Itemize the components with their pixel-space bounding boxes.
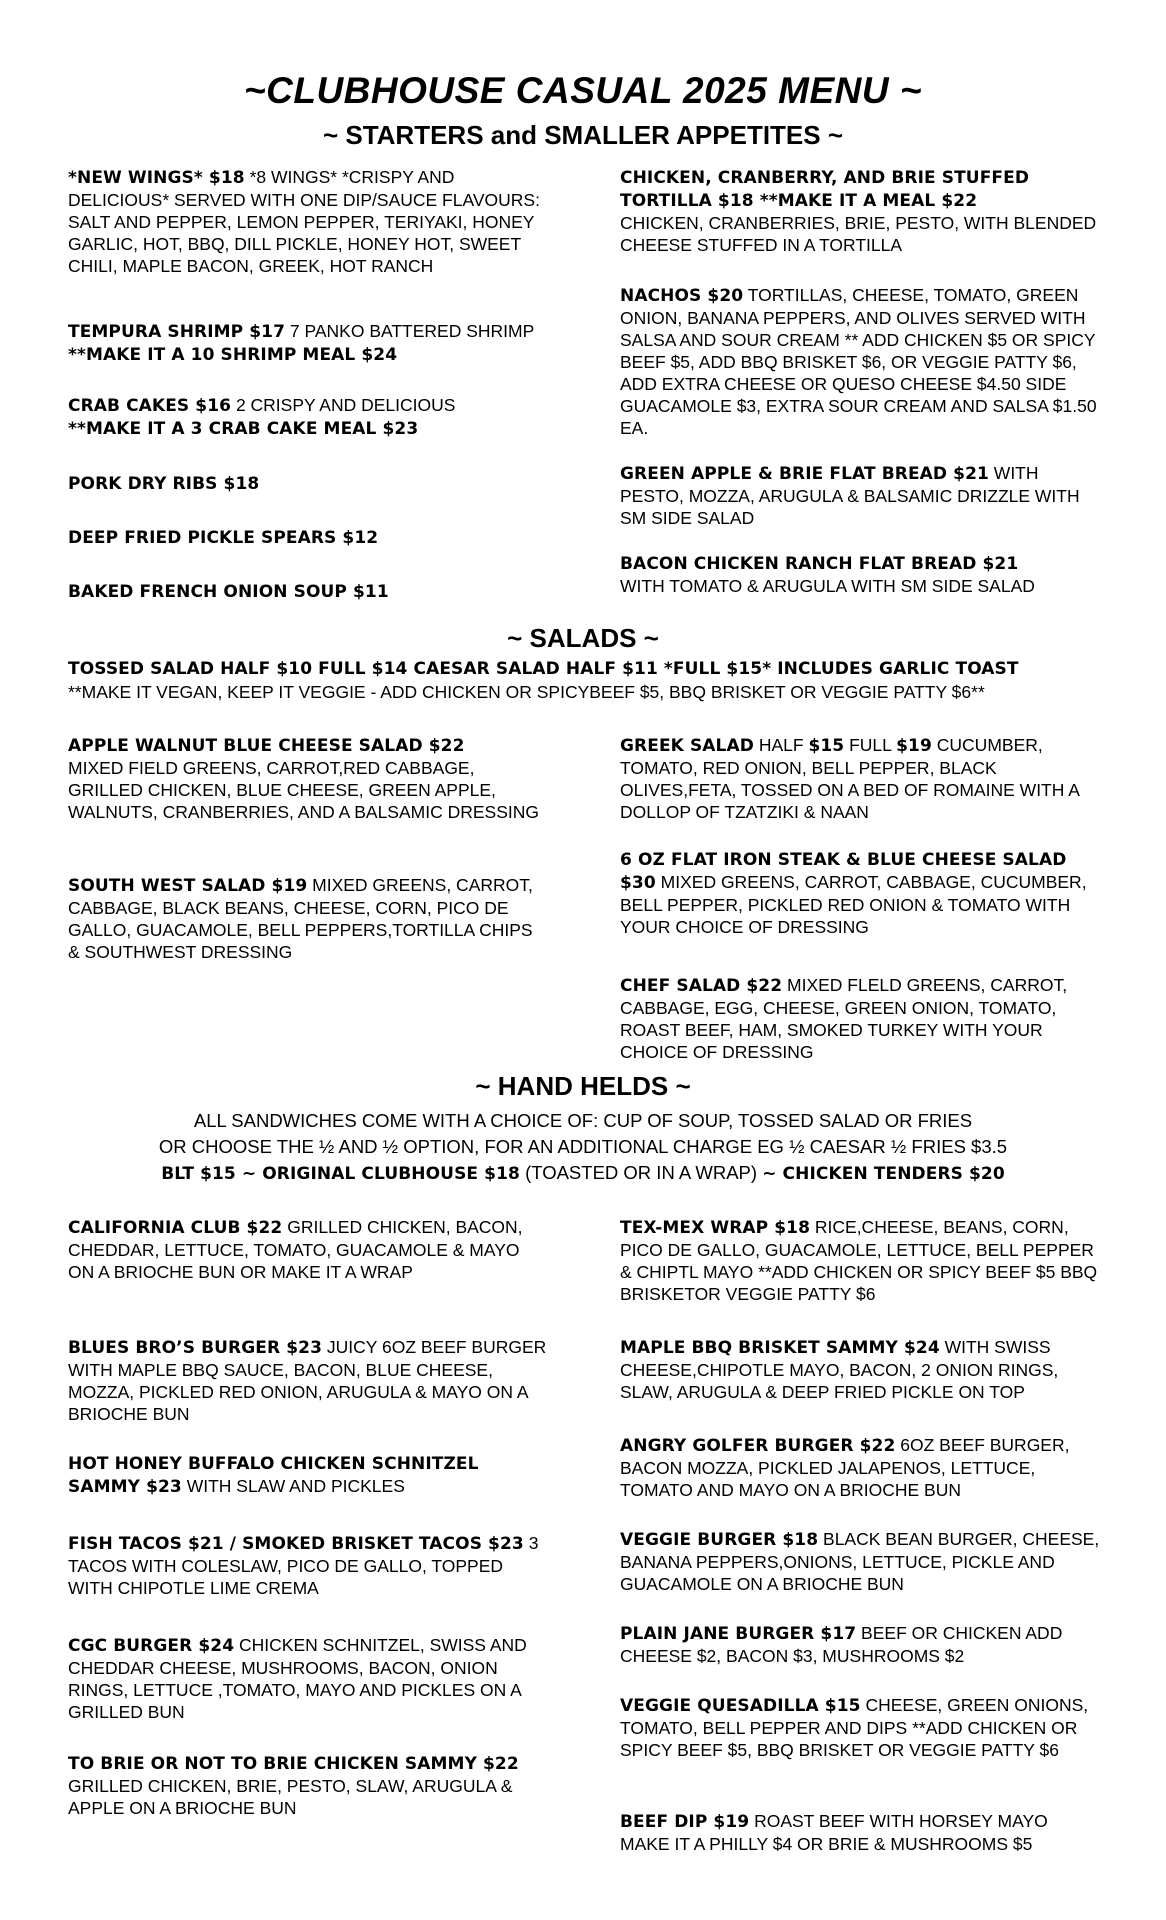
handhelds-note-line-3 xyxy=(0,1160,1166,1187)
item-name: TEX-MEX WRAP $18 xyxy=(620,1218,811,1238)
menu-item-brie-chicken-sammy xyxy=(68,1752,548,1819)
item-desc: GRILLED CHICKEN, BRIE, PESTO, SLAW, ARUGULA & APPLE ON A BRIOCHE BUN xyxy=(68,1776,513,1818)
clubhouse-option: (TOASTED OR IN A WRAP) xyxy=(519,1162,763,1183)
menu-item-tacos xyxy=(68,1532,548,1599)
tossed-caesar-line: TOSSED SALAD HALF $10 FULL $14 CAESAR SALAD HALF $11 *FULL $15* INCLUDES GARLIC TOAST xyxy=(68,659,1019,679)
item-desc: MIXED FIELD GREENS, CARROT,RED CABBAGE, GRILLED CHICKEN, BLUE CHEESE, GREEN APPLE, WALNUTS, CRANBERRIES, AND A BALSAMIC DRESSING xyxy=(68,758,539,822)
item-name: CHICKEN, CRANBERRY, AND BRIE STUFFED TORTILLA $18 **MAKE IT A MEAL $22 xyxy=(620,168,1030,211)
section-salads: ~ SALADS ~ xyxy=(507,623,659,653)
menu-item-apple-walnut-salad xyxy=(68,734,548,823)
item-name: BAKED FRENCH ONION SOUP $11 xyxy=(68,582,389,602)
menu-title: ~CLUBHOUSE CASUAL 2025 MENU ~ xyxy=(244,70,922,111)
item-price-full: $19 xyxy=(896,736,932,756)
item-desc: WITH PESTO, MOZZA, ARUGULA & BALSAMIC DRIZZLE WITH SM SIDE SALAD xyxy=(620,463,1080,528)
item-name: ANGRY GOLFER BURGER $22 xyxy=(620,1436,896,1456)
item-name: CGC BURGER $24 xyxy=(68,1636,235,1656)
menu-item-angry-golfer-burger xyxy=(620,1434,1100,1501)
item-name: PLAIN JANE BURGER $17 xyxy=(620,1624,857,1644)
item-extra: **MAKE IT A 10 SHRIMP MEAL $24 xyxy=(68,345,398,365)
item-name: APPLE WALNUT BLUE CHEESE SALAD $22 xyxy=(68,736,465,756)
item-desc: GRILLED CHICKEN, BACON, CHEDDAR, LETTUCE, TOMATO, GUACAMOLE & MAYO ON A BRIOCHE BUN OR MAKE IT A WRAP xyxy=(68,1217,523,1282)
item-desc: CUCUMBER, TOMATO, RED ONION, BELL PEPPER, BLACK OLIVES,FETA, TOSSED ON A BED OF ROMAINE WITH A DOLLOP OF TZATZIKI & NAAN xyxy=(620,735,1079,822)
menu-item-pickle-spears xyxy=(68,526,548,549)
item-name: GREEN APPLE & BRIE FLAT BREAD $21 xyxy=(620,464,989,484)
item-desc: BEEF OR CHICKEN ADD CHEESE $2, BACON $3, MUSHROOMS $2 xyxy=(620,1623,1063,1666)
menu-item-south-west-salad xyxy=(68,874,548,963)
item-desc: CHICKEN, CRANBERRIES, BRIE, PESTO, WITH BLENDED CHEESE STUFFED IN A TORTILLA xyxy=(620,213,1097,255)
menu-item-plain-jane-burger xyxy=(620,1622,1100,1667)
item-desc: JUICY 6OZ BEEF BURGER WITH MAPLE BBQ SAUCE, BACON, BLUE CHEESE, MOZZA, PICKLED RED ONION, ARUGULA & MAYO ON A BRIOCHE BUN xyxy=(68,1337,547,1424)
item-name: PORK DRY RIBS $18 xyxy=(68,474,260,494)
item-name: SOUTH WEST SALAD $19 xyxy=(68,876,308,896)
menu-item-wings xyxy=(68,166,548,277)
item-desc: TORTILLAS, CHEESE, TOMATO, GREEN ONION, BANANA PEPPERS, AND OLIVES SERVED WITH SALSA AND SOUR CREAM ** ADD CHICKEN $5 OR SPICY BEEF $5, ADD BBQ BRISKET $6, OR VEGGIE PATTY $6, ADD EXTRA CHEESE OR QUESO CHEESE $4.50 SIDE GUACAMOLE $3, EXTRA SOUR CREAM AND SALSA $1.50 EA. xyxy=(620,285,1097,438)
menu-item-veggie-burger xyxy=(620,1528,1100,1595)
menu-item-nachos xyxy=(620,284,1100,439)
section-starters: ~ STARTERS and SMALLER APPETITES ~ xyxy=(322,120,844,150)
menu-item-maple-bbq-brisket xyxy=(620,1336,1100,1403)
menu-item-shrimp xyxy=(68,320,548,366)
salads-addons-line: **MAKE IT VEGAN, KEEP IT VEGGIE - ADD CHICKEN OR SPICYBEEF $5, BBQ BRISKET OR VEGGIE PATTY $6** xyxy=(68,682,985,702)
item-name: BLUES BRO’S BURGER $23 xyxy=(68,1338,322,1358)
item-desc: WITH SWISS CHEESE,CHIPOTLE MAYO, BACON, 2 ONION RINGS, SLAW, ARUGULA & DEEP FRIED PICKLE ON TOP xyxy=(620,1337,1059,1402)
item-price-half: $15 xyxy=(808,736,845,756)
menu-item-beef-dip xyxy=(620,1810,1100,1855)
item-name: TO BRIE OR NOT TO BRIE CHICKEN SAMMY $22 xyxy=(68,1754,519,1774)
menu-item-greek-salad xyxy=(620,734,1100,823)
item-desc: WITH TOMATO & ARUGULA WITH SM SIDE SALAD xyxy=(620,576,1035,596)
handhelds-note-line-2: OR CHOOSE THE ½ AND ½ OPTION, FOR AN ADDITIONAL CHARGE EG ½ CAESAR ½ FRIES $3.5 xyxy=(158,1136,1008,1157)
item-desc: MIXED FLELD GREENS, CARROT, CABBAGE, EGG, CHEESE, GREEN ONION, TOMATO, ROAST BEEF, HAM, SMOKED TURKEY WITH YOUR CHOICE OF DRESSING xyxy=(620,975,1068,1062)
item-desc: 3 TACOS WITH COLESLAW, PICO DE GALLO, TOPPED WITH CHIPOTLE LIME CREMA xyxy=(68,1533,539,1598)
item-name: DEEP FRIED PICKLE SPEARS $12 xyxy=(68,528,379,548)
menu-item-tex-mex-wrap xyxy=(620,1216,1100,1305)
blt-clubhouse: BLT $15 ~ ORIGINAL CLUBHOUSE $18 xyxy=(161,1164,520,1184)
menu-item-cgc-burger xyxy=(68,1634,548,1723)
menu-item-bacon-ranch-flatbread xyxy=(620,552,1100,597)
item-desc: 7 PANKO BATTERED SHRIMP xyxy=(285,321,534,341)
item-name: MAPLE BBQ BRISKET SAMMY $24 xyxy=(620,1338,940,1358)
item-name: *NEW WINGS* $18 xyxy=(68,168,245,188)
item-desc: 2 CRISPY AND DELICIOUS xyxy=(231,395,456,415)
item-name: TEMPURA SHRIMP $17 xyxy=(68,322,286,342)
item-desc: MIXED GREENS, CARROT, CABBAGE, BLACK BEANS, CHEESE, CORN, PICO DE GALLO, GUACAMOLE, BELL PEPPERS,TORTILLA CHIPS & SOUTHWEST DRESSING xyxy=(68,875,533,962)
chicken-tenders: ~ CHICKEN TENDERS $20 xyxy=(762,1164,1005,1184)
menu-item-hot-honey-schnitzel xyxy=(68,1452,548,1498)
item-name: GREEK SALAD xyxy=(620,736,754,756)
item-desc: CHICKEN SCHNITZEL, SWISS AND CHEDDAR CHEESE, MUSHROOMS, BACON, ONION RINGS, LETTUCE ,TOMATO, MAYO AND PICKLES ON A GRILLED BUN xyxy=(68,1635,527,1722)
item-name: HOT HONEY BUFFALO CHICKEN SCHNITZEL SAMMY $23 xyxy=(68,1454,479,1497)
item-name: CHEF SALAD $22 xyxy=(620,976,783,996)
menu-item-stuffed-tortilla xyxy=(620,166,1100,256)
item-desc: WITH SLAW AND PICKLES xyxy=(181,1476,405,1496)
item-name: NACHOS $20 xyxy=(620,286,744,306)
item-extra: **MAKE IT A 3 CRAB CAKE MEAL $23 xyxy=(68,419,419,439)
item-name: 6 OZ FLAT IRON STEAK & BLUE CHEESE SALAD $30 xyxy=(620,850,1067,893)
item-desc: MIXED GREENS, CARROT, CABBAGE, CUCUMBER, BELL PEPPER, PICKLED RED ONION & TOMATO WITH YOUR CHOICE OF DRESSING xyxy=(620,872,1087,937)
menu-item-veggie-quesadilla xyxy=(620,1694,1100,1761)
item-desc: CHEESE, GREEN ONIONS, TOMATO, BELL PEPPER AND DIPS **ADD CHICKEN OR SPICY BEEF $5, BBQ BRISKET OR VEGGIE PATTY $6 xyxy=(620,1695,1089,1760)
item-name: BACON CHICKEN RANCH FLAT BREAD $21 xyxy=(620,554,1019,574)
menu-item-ribs xyxy=(68,472,548,495)
item-desc: RICE,CHEESE, BEANS, CORN, PICO DE GALLO, GUACAMOLE, LETTUCE, BELL PEPPER & CHIPTL MAYO **ADD CHICKEN OR SPICY BEEF $5 BBQ BRISKETOR VEGGIE PATTY $6 xyxy=(620,1217,1098,1304)
handhelds-note-line-1: ALL SANDWICHES COME WITH A CHOICE OF: CUP OF SOUP, TOSSED SALAD OR FRIES xyxy=(193,1110,973,1131)
item-name: CALIFORNIA CLUB $22 xyxy=(68,1218,283,1238)
item-full: FULL xyxy=(844,735,897,755)
menu-item-blues-bros-burger xyxy=(68,1336,548,1425)
menu-item-steak-salad xyxy=(620,848,1100,938)
menu-item-onion-soup xyxy=(68,580,548,603)
salads-top-line xyxy=(68,656,1118,681)
item-name: VEGGIE QUESADILLA $15 xyxy=(620,1696,861,1716)
menu-item-apple-brie-flatbread xyxy=(620,462,1100,529)
item-desc: BLACK BEAN BURGER, CHEESE, BANANA PEPPERS,ONIONS, LETTUCE, PICKLE AND GUACAMOLE ON A BRIOCHE BUN xyxy=(620,1529,1100,1594)
item-desc: *8 WINGS* *CRISPY AND DELICIOUS* SERVED WITH ONE DIP/SAUCE FLAVOURS: SALT AND PEPPER, LEMON PEPPER, TERIYAKI, HONEY GARLIC, HOT, BBQ, DILL PICKLE, HONEY HOT, SWEET CHILI, MAPLE BACON, GREEK, HOT RANCH xyxy=(68,167,540,276)
item-name: VEGGIE BURGER $18 xyxy=(620,1530,819,1550)
item-desc: 6OZ BEEF BURGER, BACON MOZZA, PICKLED JALAPENOS, LETTUCE, TOMATO AND MAYO ON A BRIOCHE BUN xyxy=(620,1435,1070,1500)
menu-item-california-club xyxy=(68,1216,548,1283)
item-name: BEEF DIP $19 xyxy=(620,1812,750,1832)
item-name: CRAB CAKES $16 xyxy=(68,396,232,416)
menu-item-crab-cakes xyxy=(68,394,548,440)
item-name: FISH TACOS $21 / SMOKED BRISKET TACOS $23 xyxy=(68,1534,524,1554)
section-hand-helds: ~ HAND HELDS ~ xyxy=(475,1071,691,1101)
menu-item-chef-salad xyxy=(620,974,1100,1063)
item-half: HALF xyxy=(753,735,809,755)
item-desc: ROAST BEEF WITH HORSEY MAYO MAKE IT A PHILLY $4 OR BRIE & MUSHROOMS $5 xyxy=(620,1811,1048,1854)
